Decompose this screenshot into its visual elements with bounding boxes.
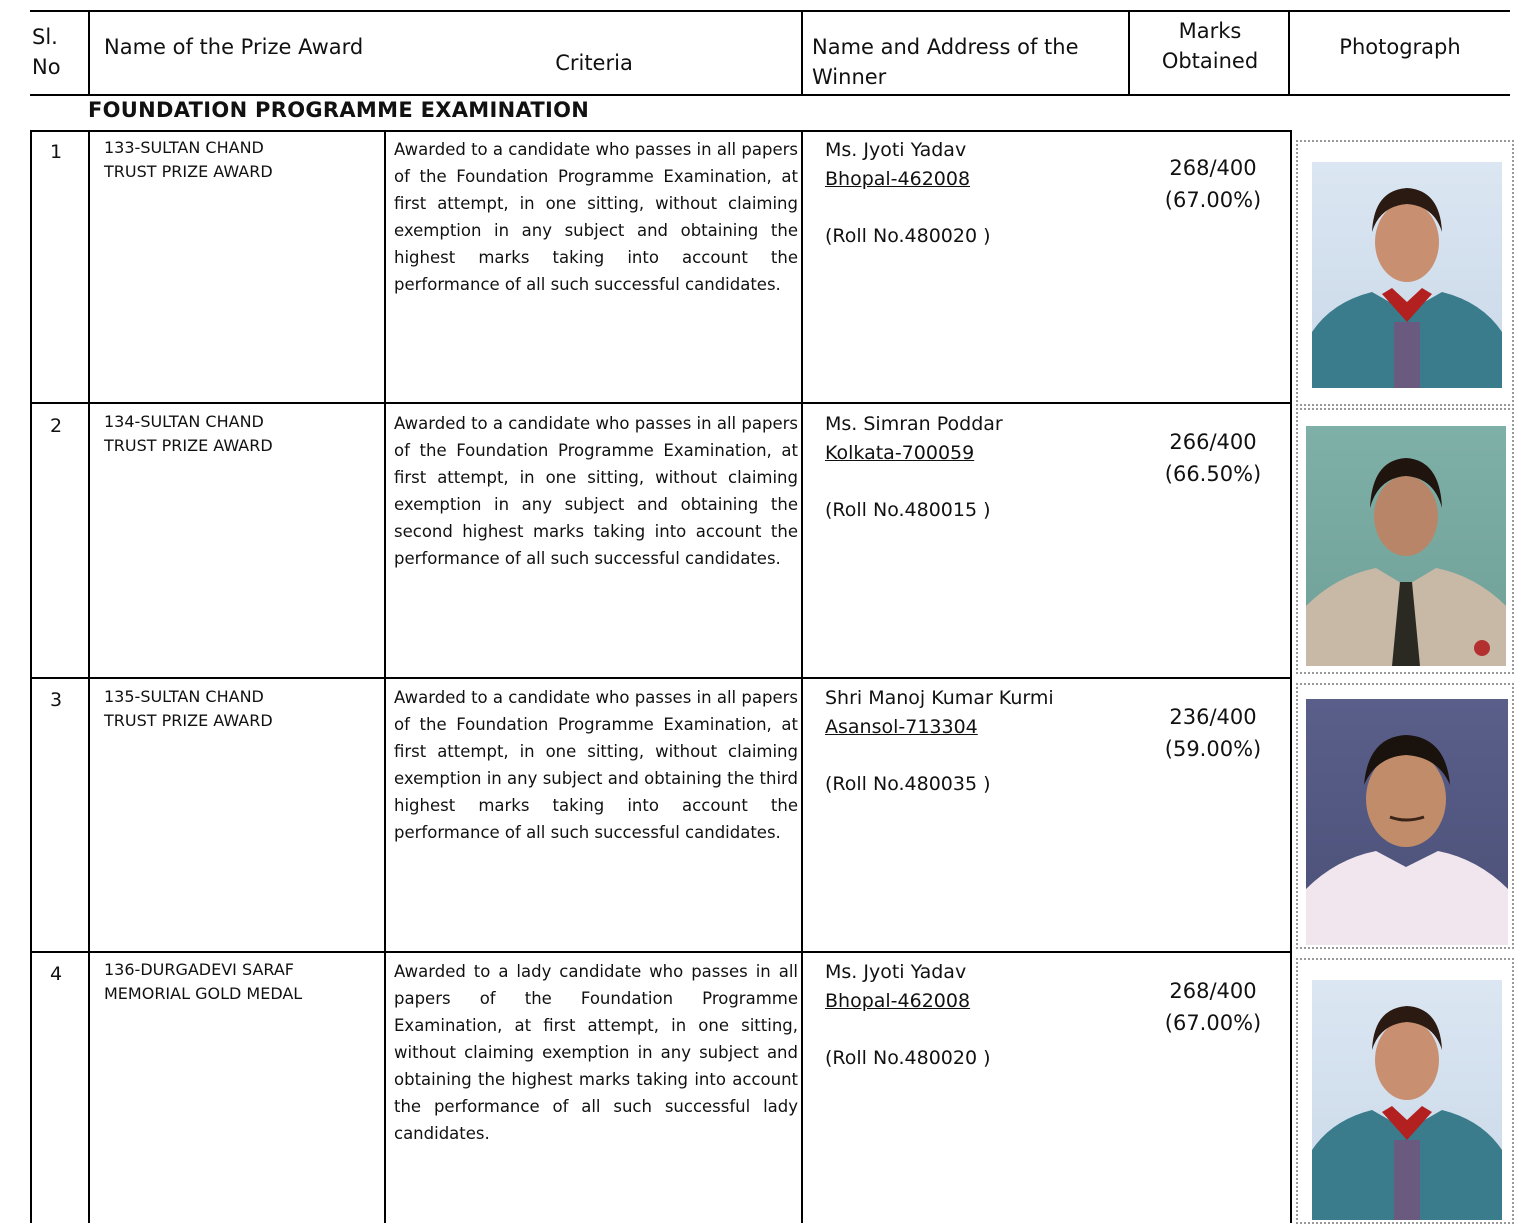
row-award-name — [104, 136, 374, 184]
photo-frame — [1296, 408, 1514, 674]
row-criteria: Awarded to a candidate who passes in all papers of the Foundation Programme Examination, at first attempt, in one sitting, without claiming exemption in any subject and obtaining the third highest marks taking into account the performance of all such successful candidates. — [394, 688, 798, 842]
column-divider — [1290, 130, 1292, 1223]
award-line: TRUST PRIZE AWARD — [104, 436, 273, 455]
winner-roll-no: (Roll No.480020 ) — [825, 1047, 991, 1069]
row-criteria: Awarded to a candidate who passes in all papers of the Foundation Programme Examination, at first attempt, in one sitting, without claiming exemption in any subject and obtaining the second highest marks taking into account the performance of all such successful candidates. — [394, 414, 798, 568]
column-divider — [88, 130, 90, 1223]
winner-roll-no: (Roll No.480035 ) — [825, 773, 991, 795]
photo-frame — [1296, 958, 1514, 1224]
row-criteria: Awarded to a candidate who passes in all papers of the Foundation Programme Examination, at first attempt, in one sitting, without claiming exemption in any subject and obtaining the highest marks taking into account the performance of all such successful candidates. — [394, 140, 798, 294]
winner-roll-no: (Roll No.480015 ) — [825, 499, 991, 521]
column-divider — [801, 130, 803, 1223]
winner-name: Ms. Jyoti Yadav — [825, 139, 967, 161]
row-sl-no: 3 — [49, 689, 63, 711]
row-winner — [825, 136, 1125, 251]
row-divider — [30, 677, 1292, 679]
winner-photo — [1312, 980, 1502, 1220]
award-line: 133-SULTAN CHAND — [104, 138, 264, 157]
marks-percent: (67.00%) — [1164, 188, 1262, 212]
header-divider — [801, 12, 803, 94]
marks-value: 268/400 — [1169, 979, 1257, 1003]
winner-name: Ms. Simran Poddar — [825, 413, 1003, 435]
row-award-name — [104, 958, 374, 1006]
winner-address: Bhopal-462008 — [825, 990, 971, 1012]
award-line: MEMORIAL GOLD MEDAL — [104, 984, 303, 1003]
marks-value: 236/400 — [1169, 705, 1257, 729]
winner-photo — [1312, 162, 1502, 388]
header-marks: Marks Obtained — [1161, 19, 1259, 73]
column-divider — [384, 130, 386, 1223]
award-line: TRUST PRIZE AWARD — [104, 162, 273, 181]
row-award-name — [104, 410, 374, 458]
winner-address: Kolkata-700059 — [825, 442, 975, 464]
row-marks — [1133, 426, 1293, 490]
header-divider — [88, 12, 90, 94]
header-prize-award: Name of the Prize Award — [104, 35, 364, 59]
header-divider — [1128, 12, 1130, 94]
table-header — [30, 10, 1510, 96]
photo-frame — [1296, 683, 1514, 949]
header-photograph: Photograph — [1339, 35, 1461, 59]
row-marks — [1133, 152, 1293, 216]
marks-value: 266/400 — [1169, 430, 1257, 454]
row-divider — [30, 402, 1292, 404]
winner-photo — [1306, 426, 1506, 666]
row-winner — [825, 958, 1125, 1073]
header-criteria: Criteria — [555, 51, 633, 75]
award-line: 136-DURGADEVI SARAF — [104, 960, 294, 979]
row-sl-no: 2 — [49, 415, 63, 437]
row-winner — [825, 410, 1125, 525]
winner-name: Shri Manoj Kumar Kurmi — [825, 687, 1054, 709]
marks-percent: (59.00%) — [1164, 737, 1262, 761]
row-award-name — [104, 685, 374, 733]
award-line: 134-SULTAN CHAND — [104, 412, 264, 431]
winner-roll-no: (Roll No.480020 ) — [825, 225, 991, 247]
header-divider — [1288, 12, 1290, 94]
row-marks — [1133, 975, 1293, 1039]
winner-address: Bhopal-462008 — [825, 168, 971, 190]
row-winner — [825, 684, 1125, 799]
section-title: FOUNDATION PROGRAMME EXAMINATION — [88, 98, 590, 122]
photo-frame — [1296, 140, 1514, 406]
row-marks — [1133, 701, 1293, 765]
column-divider — [30, 130, 32, 1223]
header-sl-no: Sl. No — [32, 25, 61, 79]
winner-name: Ms. Jyoti Yadav — [825, 961, 967, 983]
marks-percent: (67.00%) — [1164, 1011, 1262, 1035]
header-winner: Name and Address of the Winner — [812, 35, 1079, 89]
row-divider — [30, 130, 1292, 132]
marks-value: 268/400 — [1169, 156, 1257, 180]
row-divider — [30, 951, 1292, 953]
winner-photo — [1306, 699, 1508, 945]
winner-address: Asansol-713304 — [825, 716, 978, 738]
row-sl-no: 1 — [49, 141, 63, 163]
award-line: TRUST PRIZE AWARD — [104, 711, 273, 730]
row-criteria: Awarded to a lady candidate who passes in all papers of the Foundation Programme Examination, at first attempt, in one sitting, without claiming exemption in any subject and obtaining the highest marks taking into account the performance of all such successful lady candidates. — [394, 962, 798, 1143]
award-line: 135-SULTAN CHAND — [104, 687, 264, 706]
row-sl-no: 4 — [49, 963, 63, 985]
marks-percent: (66.50%) — [1164, 462, 1262, 486]
